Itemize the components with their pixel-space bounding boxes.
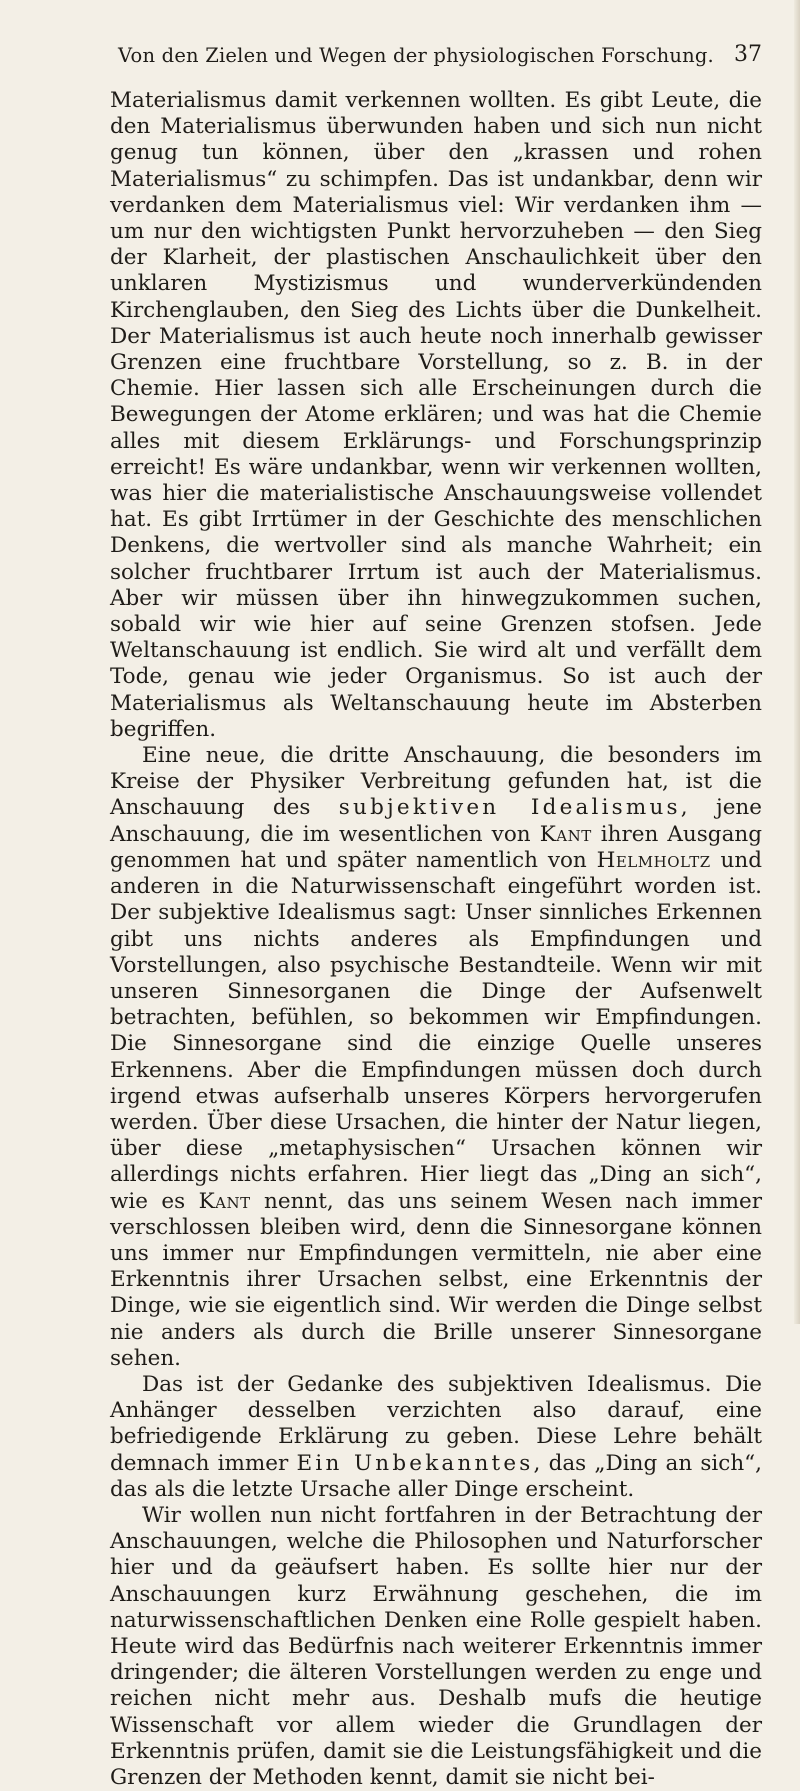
paragraph-2-text-a: Eine neue, die dritte Anschauung, die besonders im Kreise der Physiker Verbreitung gefunden hat, ist die Anschauung des bbox=[110, 743, 762, 821]
name-helmholtz: Helmholtz bbox=[596, 847, 711, 873]
paragraph-2-text-e: nennt, das uns seinem Wesen nach immer verschlossen bleiben wird, denn die Sinnesorgane können uns immer nur Empfindungen vermitteln, nie aber eine Erkenntnis ihrer Ursachen selbst, eine Erkenntnis der Dinge, wie sie eigentlich sind. Wir werden die Dinge selbst nie anders als durch die Brille unserer Sinnesorgane sehen. bbox=[110, 1188, 762, 1371]
paragraph-2-text-b: , jene Anschauung, die im wesentlichen von bbox=[110, 795, 762, 847]
paragraph-2-text-c: ihren Ausgang genommen hat und später namentlich von bbox=[110, 821, 762, 873]
paragraph-1-text: Materialismus damit verkennen wollten. Es gibt Leute, die den Materialismus überwunden haben und sich nun nicht genug tun können, über den „krassen und rohen Materialismus“ zu schimpfen. Das ist undankbar, denn wir verdanken dem Materialismus viel: Wir verdanken ihm — um nur den wichtigsten Punkt hervorzuheben — den Sieg der Klarheit, der plastischen Anschaulichkeit über den unklaren Mystizismus und wunderverkündenden Kirchenglauben, den Sieg des Lichts über die Dunkelheit. Der Materialismus ist auch heute noch innerhalb gewisser Grenzen eine fruchtbare Vorstellung, so z. B. in der Chemie. Hier lassen sich alle Erscheinungen durch die Bewegungen der Atome erklären; und was hat die Chemie alles mit diesem Erklärungs- und Forschungsprinzip erreicht! Es wäre undankbar, wenn wir verkennen wollten, was hier die materialistische Anschauungsweise vollendet hat. Es gibt Irrtümer in der Geschichte des menschlichen Denkens, die wertvoller sind als manche Wahrheit; ein solcher fruchtbarer Irrtum ist auch der Materialismus. Aber wir müssen über ihn hinwegzukommen suchen, sobald wir wie hier auf seine Grenzen stofsen. Jede Weltanschauung ist endlich. Sie wird alt und verfällt dem Tode, genau wie jeder Organismus. So ist auch der Materialismus als Weltanschauung heute im Absterben begriffen. bbox=[110, 88, 762, 742]
paragraph-3 bbox=[110, 1372, 762, 1503]
running-title: Von den Zielen und Wegen der physiologischen Forschung. bbox=[118, 44, 714, 67]
name-kant: Kant bbox=[539, 821, 592, 847]
paragraph-1 bbox=[110, 88, 762, 743]
name-kant-2: Kant bbox=[198, 1188, 251, 1214]
emphasis-subjektiven-idealismus: subjektiven Idealismus bbox=[338, 795, 681, 821]
paragraph-3-text-a: Das ist der Gedanke des subjektiven Idealismus. Die Anhänger desselben verzichten also darauf, eine befriedigende Erklärung zu geben. Diese Lehre behält demnach immer bbox=[110, 1371, 762, 1476]
page-header bbox=[110, 44, 762, 74]
paragraph-4 bbox=[110, 1503, 762, 1791]
page-number: 37 bbox=[734, 42, 762, 67]
emphasis-ein-unbekanntes: Ein Unbekanntes bbox=[296, 1450, 534, 1476]
paragraph-2-text-d: und anderen in die Naturwissenschaft eingeführt worden ist. Der subjektive Idealismus sagt: Unser sinnliches Erkennen gibt uns nichts anderes als Empfindungen und Vorstellungen, also psychische Bestandteile. Wenn wir mit unseren Sinnesorganen die Dinge der Aufsenwelt betrachten, befühlen, so bekommen wir Empfindungen. Die Sinnesorgane sind die einzige Quelle unseres Erkennens. Aber die Empfindungen müssen doch durch irgend etwas aufserhalb unseres Körpers hervorgerufen werden. Über diese Ursachen, die hinter der Natur liegen, über diese „metaphysischen“ Ursachen können wir allerdings nichts erfahren. Hier liegt das „Ding an sich“, wie es bbox=[110, 847, 762, 1214]
paragraph-3-text-b: , das „Ding an sich“, das als die letzte Ursache aller Dinge erscheint. bbox=[110, 1450, 763, 1502]
page-edge-shadow bbox=[794, 0, 800, 1324]
paragraph-4-text: Wir wollen nun nicht fortfahren in der Betrachtung der Anschauungen, welche die Philosophen und Naturforscher hier und da geäufsert haben. Es sollte hier nur der Anschauungen kurz Erwähnung geschehen, die im naturwissenschaftlichen Denken eine Rolle gespielt haben. Heute wird das Bedürfnis nach weiterer Erkenntnis immer dringender; die älteren Vorstellungen werden zu enge und reichen nicht mehr aus. Deshalb mufs die heutige Wissenschaft vor allem wieder die Grundlagen der Erkenntnis prüfen, damit sie die Leistungsfähigkeit und die Grenzen der Methoden kennt, damit sie nicht bei- bbox=[110, 1502, 762, 1790]
body-text bbox=[110, 88, 762, 1791]
paragraph-2 bbox=[110, 743, 762, 1372]
